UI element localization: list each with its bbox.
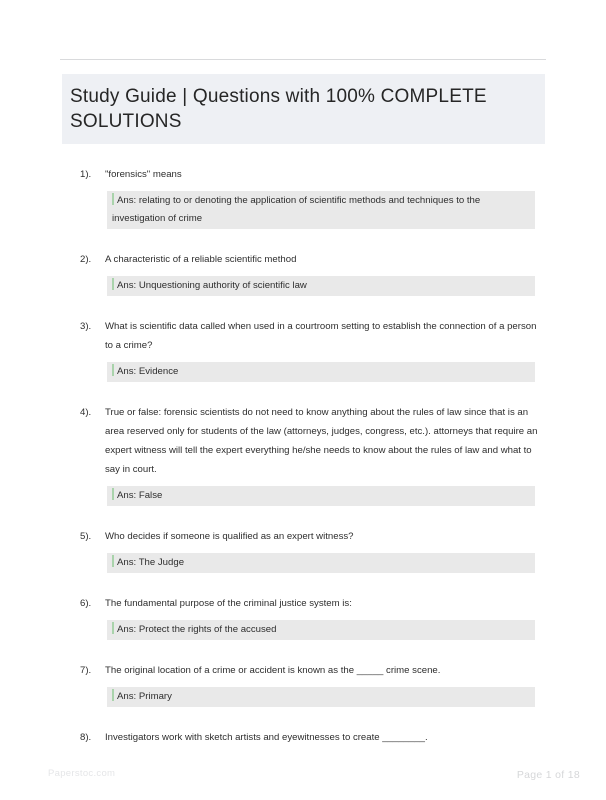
question-text: "forensics" means: [105, 169, 182, 180]
question-text: True or false: forensic scientists do not need to know anything about the rules of law since that is an area reserved only for students of the law (attorneys, judges, congress, etc.). attorneys that require an expert witness will tell the expert everything he/she needs to know about the rules of law and what to say in court.: [105, 407, 538, 475]
question-text: The fundamental purpose of the criminal justice system is:: [105, 598, 352, 609]
question-number: 5).: [80, 531, 92, 542]
question-text: The original location of a crime or accident is known as the _____ crime scene.: [105, 665, 441, 676]
answer-text: Ans: Evidence: [117, 366, 179, 377]
question-text: A characteristic of a reliable scientific method: [105, 254, 297, 265]
answer-marker: [112, 689, 114, 701]
question-row: [62, 728, 545, 747]
question-item: [62, 317, 545, 382]
question-row: [62, 317, 545, 355]
question-text: What is scientific data called when used in a courtroom setting to establish the connection of a person to a crime?: [105, 321, 537, 351]
question-row: [62, 250, 545, 269]
answer-text: Ans: Protect the rights of the accused: [117, 624, 277, 635]
header-rule: [60, 59, 546, 60]
answer-marker: [112, 193, 114, 205]
answer-marker: [112, 555, 114, 567]
answer-text: Ans: Primary: [117, 691, 172, 702]
question-item: [62, 594, 545, 640]
document-title: Study Guide | Questions with 100% COMPLETE SOLUTIONS: [70, 86, 487, 132]
answer-box: [107, 687, 535, 707]
answer-marker: [112, 488, 114, 500]
question-text: Who decides if someone is qualified as an expert witness?: [105, 531, 354, 542]
answer-text: Ans: The Judge: [117, 557, 185, 568]
question-number: 1).: [80, 169, 92, 180]
answer-marker: [112, 278, 114, 290]
answer-text: Ans: relating to or denoting the application of scientific methods and techniques to the investigation of crime: [112, 195, 481, 224]
question-item: [62, 527, 545, 573]
answer-box: [107, 276, 535, 296]
answer-marker: [112, 364, 114, 376]
answer-box: [107, 486, 535, 506]
question-item: [62, 728, 545, 747]
question-number: 4).: [80, 407, 92, 418]
answer-text: Ans: False: [117, 490, 163, 501]
answer-marker: [112, 622, 114, 634]
question-row: [62, 403, 545, 479]
answer-box: [107, 553, 535, 573]
question-row: [62, 661, 545, 680]
question-row: [62, 527, 545, 546]
question-item: [62, 165, 545, 229]
answer-text: Ans: Unquestioning authority of scientific law: [117, 280, 307, 291]
question-number: 8).: [80, 732, 92, 743]
question-item: [62, 403, 545, 506]
question-number: 6).: [80, 598, 92, 609]
answer-box: [107, 620, 535, 640]
answer-box: [107, 191, 535, 229]
question-text: Investigators work with sketch artists and eyewitnesses to create ________.: [105, 732, 428, 743]
watermark: Paperstoc.com: [48, 768, 116, 779]
question-number: 7).: [80, 665, 92, 676]
question-number: 2).: [80, 254, 92, 265]
questions-list: [62, 165, 545, 747]
page-number: Page 1 of 18: [516, 769, 580, 781]
question-item: [62, 250, 545, 296]
answer-box: [107, 362, 535, 382]
question-row: [62, 594, 545, 613]
title-box: [62, 74, 545, 144]
question-item: [62, 661, 545, 707]
question-row: [62, 165, 545, 184]
question-number: 3).: [80, 321, 92, 332]
